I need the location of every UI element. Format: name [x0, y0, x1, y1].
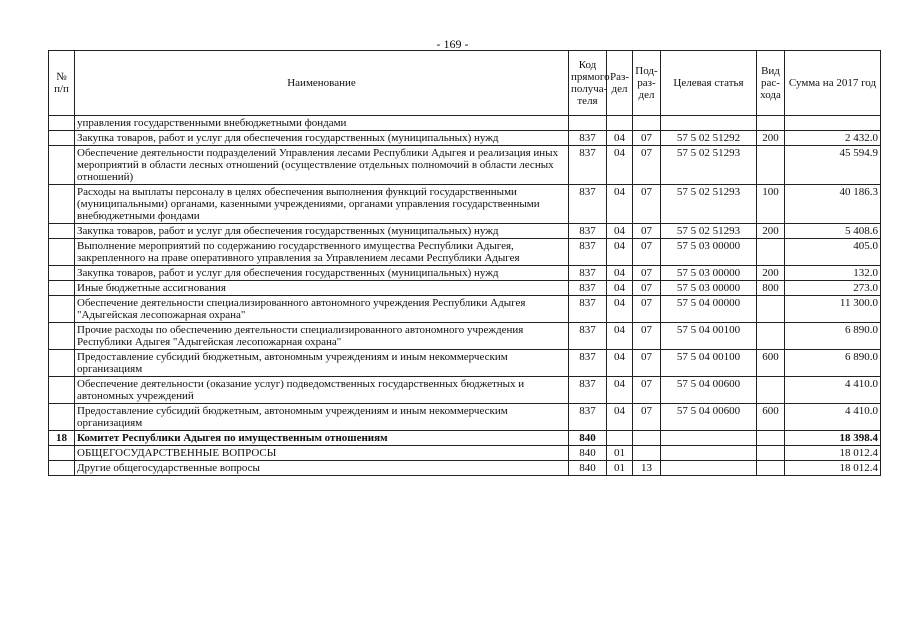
header-subsection: Под-раз-дел [633, 51, 661, 116]
cell-subsection: 07 [633, 377, 661, 404]
header-name: Наименование [75, 51, 569, 116]
cell-code: 837 [569, 131, 607, 146]
table-row [49, 224, 881, 239]
cell-subsection [633, 116, 661, 131]
cell-sum: 18 012.4 [785, 446, 881, 461]
cell-section [607, 116, 633, 131]
cell-section: 04 [607, 131, 633, 146]
cell-code: 837 [569, 323, 607, 350]
cell-code: 837 [569, 404, 607, 431]
cell-section: 04 [607, 266, 633, 281]
header-code: Код прямого получа-теля [569, 51, 607, 116]
cell-subsection: 13 [633, 461, 661, 476]
table-row [49, 131, 881, 146]
cell-sum: 4 410.0 [785, 377, 881, 404]
cell-target [661, 461, 757, 476]
cell-code: 840 [569, 461, 607, 476]
cell-name: Обеспечение деятельности подразделений Управления лесами Республики Адыгея и реализация иных мероприятий в области лесных отношений (осуществление отдельных полномочий в области лесных отношений) [75, 146, 569, 185]
cell-num [49, 224, 75, 239]
cell-name: ОБЩЕГОСУДАРСТВЕННЫЕ ВОПРОСЫ [75, 446, 569, 461]
cell-subsection: 07 [633, 131, 661, 146]
cell-section [607, 431, 633, 446]
cell-expense-type [757, 296, 785, 323]
cell-target: 57 5 03 00000 [661, 281, 757, 296]
cell-num [49, 461, 75, 476]
table-row [49, 461, 881, 476]
cell-subsection: 07 [633, 185, 661, 224]
cell-name: Комитет Республики Адыгея по имущественным отношениям [75, 431, 569, 446]
cell-target: 57 5 02 51293 [661, 224, 757, 239]
cell-name: Закупка товаров, работ и услуг для обеспечения государственных (муниципальных) нужд [75, 224, 569, 239]
cell-sum: 45 594.9 [785, 146, 881, 185]
cell-expense-type [757, 146, 785, 185]
table-row [49, 446, 881, 461]
cell-target [661, 431, 757, 446]
table-row [49, 350, 881, 377]
table-row [49, 239, 881, 266]
cell-sum: 5 408.6 [785, 224, 881, 239]
cell-expense-type [757, 446, 785, 461]
cell-target: 57 5 02 51293 [661, 185, 757, 224]
cell-section: 04 [607, 377, 633, 404]
cell-num [49, 146, 75, 185]
table-row [49, 404, 881, 431]
header-expense-type: Вид рас-хода [757, 51, 785, 116]
cell-target [661, 446, 757, 461]
cell-section: 01 [607, 446, 633, 461]
cell-code: 840 [569, 431, 607, 446]
cell-num [49, 116, 75, 131]
table-row [49, 281, 881, 296]
cell-sum: 40 186.3 [785, 185, 881, 224]
cell-name: Прочие расходы по обеспечению деятельности специализированного автономного учреждения Республики Адыгея "Адыгейская лесопожарная охрана" [75, 323, 569, 350]
table-row [49, 116, 881, 131]
cell-name: Иные бюджетные ассигнования [75, 281, 569, 296]
cell-subsection: 07 [633, 266, 661, 281]
cell-section: 04 [607, 281, 633, 296]
cell-target: 57 5 03 00000 [661, 266, 757, 281]
cell-sum: 2 432.0 [785, 131, 881, 146]
cell-name: Расходы на выплаты персоналу в целях обеспечения выполнения функций государственными (муниципальными) органами, казенными учреждениями, органами управления государственными внебюджетными фондами [75, 185, 569, 224]
cell-name: Другие общегосударственные вопросы [75, 461, 569, 476]
cell-name: Закупка товаров, работ и услуг для обеспечения государственных (муниципальных) нужд [75, 266, 569, 281]
cell-name: Обеспечение деятельности специализированного автономного учреждения Республики Адыгея "Адыгейская лесопожарная охрана" [75, 296, 569, 323]
table-row [49, 185, 881, 224]
cell-section: 04 [607, 146, 633, 185]
cell-name: Обеспечение деятельности (оказание услуг) подведомственных государственных бюджетных и автономных учреждений [75, 377, 569, 404]
header-target: Целевая статья [661, 51, 757, 116]
cell-num [49, 446, 75, 461]
cell-subsection: 07 [633, 350, 661, 377]
cell-code: 837 [569, 224, 607, 239]
cell-expense-type: 200 [757, 131, 785, 146]
cell-expense-type: 100 [757, 185, 785, 224]
cell-code: 837 [569, 296, 607, 323]
cell-sum: 4 410.0 [785, 404, 881, 431]
page-number: - 169 - [436, 37, 469, 51]
cell-subsection: 07 [633, 323, 661, 350]
table-row [49, 146, 881, 185]
cell-expense-type: 200 [757, 266, 785, 281]
cell-sum: 405.0 [785, 239, 881, 266]
header-section: Раз-дел [607, 51, 633, 116]
cell-sum [785, 116, 881, 131]
cell-name: Предоставление субсидий бюджетным, автономным учреждениям и иным некоммерческим организациям [75, 350, 569, 377]
cell-code [569, 116, 607, 131]
cell-name: Предоставление субсидий бюджетным, автономным учреждениям и иным некоммерческим организациям [75, 404, 569, 431]
table-row [49, 323, 881, 350]
cell-sum: 18 012.4 [785, 461, 881, 476]
table-row [49, 431, 881, 446]
table-header-row [49, 51, 881, 116]
cell-code: 837 [569, 185, 607, 224]
cell-expense-type: 600 [757, 350, 785, 377]
cell-section: 04 [607, 239, 633, 266]
cell-expense-type: 800 [757, 281, 785, 296]
cell-name: Выполнение мероприятий по содержанию государственного имущества Республики Адыгея, закрепленного на праве оперативного управления за Управлением лесами Республики Адыгея [75, 239, 569, 266]
cell-target: 57 5 04 00100 [661, 323, 757, 350]
cell-expense-type [757, 116, 785, 131]
cell-target: 57 5 04 00100 [661, 350, 757, 377]
cell-expense-type [757, 431, 785, 446]
cell-num [49, 185, 75, 224]
cell-subsection [633, 431, 661, 446]
table-row [49, 377, 881, 404]
cell-target: 57 5 02 51292 [661, 131, 757, 146]
header-sum: Сумма на 2017 год [785, 51, 881, 116]
cell-name: Закупка товаров, работ и услуг для обеспечения государственных (муниципальных) нужд [75, 131, 569, 146]
cell-subsection [633, 446, 661, 461]
cell-section: 04 [607, 404, 633, 431]
cell-target: 57 5 04 00600 [661, 404, 757, 431]
cell-expense-type [757, 239, 785, 266]
cell-expense-type [757, 377, 785, 404]
cell-sum: 18 398.4 [785, 431, 881, 446]
cell-num [49, 350, 75, 377]
cell-name: управления государственными внебюджетными фондами [75, 116, 569, 131]
cell-sum: 6 890.0 [785, 323, 881, 350]
cell-subsection: 07 [633, 296, 661, 323]
cell-code: 837 [569, 239, 607, 266]
cell-num: 18 [49, 431, 75, 446]
cell-sum: 132.0 [785, 266, 881, 281]
cell-num [49, 377, 75, 404]
cell-num [49, 239, 75, 266]
cell-code: 840 [569, 446, 607, 461]
cell-section: 04 [607, 350, 633, 377]
table-row [49, 296, 881, 323]
cell-expense-type: 200 [757, 224, 785, 239]
cell-expense-type: 600 [757, 404, 785, 431]
cell-target: 57 5 04 00600 [661, 377, 757, 404]
cell-code: 837 [569, 350, 607, 377]
cell-num [49, 296, 75, 323]
cell-sum: 273.0 [785, 281, 881, 296]
cell-section: 04 [607, 224, 633, 239]
cell-target: 57 5 04 00000 [661, 296, 757, 323]
cell-section: 04 [607, 185, 633, 224]
cell-subsection: 07 [633, 404, 661, 431]
cell-expense-type [757, 323, 785, 350]
cell-code: 837 [569, 146, 607, 185]
budget-table [48, 50, 881, 476]
cell-num [49, 266, 75, 281]
header-num: № п/п [49, 51, 75, 116]
cell-section: 01 [607, 461, 633, 476]
cell-code: 837 [569, 266, 607, 281]
cell-target: 57 5 03 00000 [661, 239, 757, 266]
cell-sum: 6 890.0 [785, 350, 881, 377]
cell-num [49, 281, 75, 296]
cell-code: 837 [569, 281, 607, 296]
cell-num [49, 131, 75, 146]
cell-subsection: 07 [633, 281, 661, 296]
cell-target: 57 5 02 51293 [661, 146, 757, 185]
cell-code: 837 [569, 377, 607, 404]
cell-section: 04 [607, 296, 633, 323]
cell-target [661, 116, 757, 131]
cell-num [49, 404, 75, 431]
cell-expense-type [757, 461, 785, 476]
table-row [49, 266, 881, 281]
cell-section: 04 [607, 323, 633, 350]
cell-subsection: 07 [633, 239, 661, 266]
cell-sum: 11 300.0 [785, 296, 881, 323]
cell-num [49, 323, 75, 350]
cell-subsection: 07 [633, 146, 661, 185]
cell-subsection: 07 [633, 224, 661, 239]
